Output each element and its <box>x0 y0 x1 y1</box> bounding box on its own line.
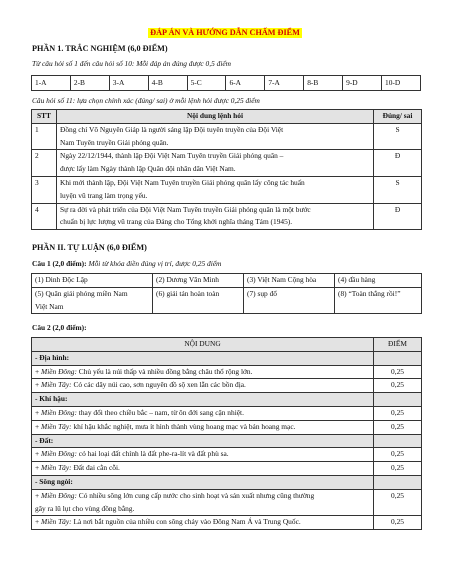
keyword-cell <box>32 287 153 314</box>
content-line <box>35 407 370 420</box>
score-header: ĐIỂM <box>374 338 422 352</box>
keyword-cell <box>244 287 335 314</box>
score-cell: 0,25 <box>374 462 422 476</box>
statement-cell <box>57 123 374 150</box>
keyword-cell: (2) Dương Văn Minh <box>153 274 244 288</box>
stt-header: STT <box>32 110 57 124</box>
part2-heading: PHẦN II. TỰ LUẬN (6,0 ĐIỂM) <box>32 243 147 252</box>
content-line <box>35 490 370 503</box>
content-line <box>35 421 370 434</box>
table-row <box>32 379 422 393</box>
answer-row <box>32 76 421 91</box>
bullet-prefix: + <box>35 366 42 376</box>
stt-cell: 1 <box>32 123 57 150</box>
keyword-line: (5) Quân giải phóng miền Nam <box>35 288 128 298</box>
document-title: ĐÁP ÁN VÀ HƯỚNG DẪN CHẤM ĐIỂM <box>150 28 300 37</box>
statement-line: Nam Tuyên truyền Giải phóng quân. <box>60 137 169 147</box>
table-row <box>32 123 422 150</box>
keyword-cell: (4) đầu hàng <box>335 274 422 288</box>
score-cell: 0,25 <box>374 420 422 434</box>
keyword-cell <box>153 287 244 314</box>
bullet-prefix: + <box>35 463 42 473</box>
table-row <box>32 462 422 476</box>
statement-line: Sự ra đời và phát triển của Đội Việt Nam Tuyên truyền Giải phóng quân là một bước <box>60 204 311 214</box>
section-row <box>32 393 422 407</box>
content-line <box>35 366 370 379</box>
content-cell <box>32 516 374 530</box>
question1-line <box>32 259 221 269</box>
content-text: khí hậu khắc nghiệt, mưa ít hình thành vùng hoang mạc và bán hoang mạc. <box>71 421 296 431</box>
statement-cell <box>57 150 374 177</box>
keyword-line: (7) sụp đổ <box>247 288 277 298</box>
mc-scoring-note: Từ câu hỏi số 1 đến câu hỏi số 10: Mỗi đáp án đúng được 0,5 điểm <box>32 59 232 68</box>
content-line <box>35 379 370 392</box>
keywords-row <box>32 274 422 288</box>
bullet-prefix: + <box>35 490 42 500</box>
answer-cell: 6-A <box>226 76 265 91</box>
content-text: Là nơi bắt nguồn của nhiều con sông chảy vào Đông Nam Á và Trung Quốc. <box>71 517 301 527</box>
score-cell <box>374 393 422 407</box>
statement-line: chuẩn bị lực lượng vũ trang của Đảng cho Tổng khởi nghĩa tháng Tám (1945). <box>60 217 293 227</box>
statement-cell <box>57 176 374 203</box>
statement-line: Ngày 22/12/1944, thành lập Đội Việt Nam Tuyên truyền Giải phóng quân – <box>60 151 284 161</box>
content-line <box>35 516 370 529</box>
content-header: NỘI DUNG <box>32 338 374 352</box>
true-false-header-row <box>32 110 422 124</box>
part1-heading: PHẦN 1. TRẮC NGHIỆM (6,0 ĐIỂM) <box>32 44 168 53</box>
answer-cell: 4-B <box>148 76 187 91</box>
keyword-cell: (3) Việt Nam Cộng hòa <box>244 274 335 288</box>
region-label: Miền Tây: <box>41 380 72 390</box>
score-cell: 0,25 <box>374 379 422 393</box>
true-false-cell: S <box>374 176 422 203</box>
true-false-cell: Đ <box>374 150 422 177</box>
table-row <box>32 420 422 434</box>
content-cell <box>32 462 374 476</box>
section-heading: - Địa hình: <box>32 351 374 365</box>
table-row <box>32 150 422 177</box>
content-cell <box>32 420 374 434</box>
region-label: Miền Đông: <box>41 407 77 417</box>
table-row <box>32 406 422 420</box>
content-header: Nội dung lệnh hỏi <box>57 110 374 124</box>
content-text: Có nhiều sông lớn cung cấp nước cho sinh hoạt và sản xuất nhưng cũng thường <box>76 490 315 500</box>
content-line <box>35 448 370 461</box>
statement-line: Đồng chí Võ Nguyên Giáp là người sáng lập Đội tuyên truyền của Đội Việt <box>60 124 284 134</box>
section-row <box>32 434 422 448</box>
true-false-header: Đúng/ sai <box>374 110 422 124</box>
statement-cell <box>57 203 374 230</box>
content-line <box>35 462 370 475</box>
true-false-cell: S <box>374 123 422 150</box>
answer-cell: 1-A <box>32 76 71 91</box>
bullet-prefix: + <box>35 421 42 431</box>
answer-cell: 5-C <box>187 76 226 91</box>
content-text: gây ra lũ lụt cho vùng đồng bằng. <box>35 503 135 513</box>
content-cell <box>32 489 374 516</box>
question1-label: Câu 1 (2,0 điểm): <box>32 259 87 268</box>
region-label: Miền Tây: <box>41 517 72 527</box>
content-cell <box>32 365 374 379</box>
keyword-line: Việt Nam <box>35 301 64 311</box>
statement-line: được lấy làm Ngày thành lập Quân đội nhân dân Việt Nam. <box>60 164 236 174</box>
score-cell: 0,25 <box>374 516 422 530</box>
score-cell <box>374 434 422 448</box>
answer-cell: 8-B <box>304 76 343 91</box>
keywords-row <box>32 287 422 314</box>
essay-header-row <box>32 338 422 352</box>
true-false-table <box>31 109 422 230</box>
score-cell: 0,25 <box>374 448 422 462</box>
table-row <box>32 448 422 462</box>
stt-cell: 2 <box>32 150 57 177</box>
bullet-prefix: + <box>35 380 42 390</box>
content-text: thay đổi theo chiều bắc – nam, từ ôn đới sang cận nhiệt. <box>76 407 244 417</box>
answer-cell: 7-A <box>265 76 304 91</box>
fill-in-keywords-table <box>31 273 422 314</box>
section-heading: - Khí hậu: <box>32 393 374 407</box>
content-text: có hai loại đất chính là đất phe-ra-lít và đất phù sa. <box>76 449 229 459</box>
bullet-prefix: + <box>35 407 42 417</box>
bullet-prefix: + <box>35 517 42 527</box>
keyword-cell: (1) Dinh Độc Lập <box>32 274 153 288</box>
score-cell: 0,25 <box>374 406 422 420</box>
table-row <box>32 176 422 203</box>
region-label: Miền Đông: <box>41 490 77 500</box>
content-cell <box>32 406 374 420</box>
answer-cell: 9-D <box>343 76 382 91</box>
table-row <box>32 203 422 230</box>
region-label: Miền Tây: <box>41 463 72 473</box>
multiple-choice-answer-table <box>31 75 421 91</box>
answer-cell: 3-A <box>109 76 148 91</box>
bullet-prefix: + <box>35 449 42 459</box>
true-false-scoring-note: Câu hỏi số 11: lựa chọn chính xác (đúng/ sai) ở mỗi lệnh hỏi được 0,25 điểm <box>32 96 260 105</box>
stt-cell: 4 <box>32 203 57 230</box>
keyword-cell <box>335 287 422 314</box>
section-heading: - Đất: <box>32 434 374 448</box>
content-cell <box>32 448 374 462</box>
region-label: Miền Đông: <box>41 449 77 459</box>
region-label: Miền Tây: <box>41 421 72 431</box>
score-cell <box>374 351 422 365</box>
region-label: Miền Đông: <box>41 366 77 376</box>
content-text: Đất đai cằn cỗi. <box>71 463 120 473</box>
statement-line: Khi mới thành lập, Đội Việt Nam Tuyên truyền Giải phóng quân lấy công tác huấn <box>60 177 305 187</box>
essay-scoring-table <box>31 337 422 530</box>
section-row <box>32 475 422 489</box>
answer-cell: 10-D <box>382 76 421 91</box>
statement-line: luyện vũ trang làm trọng yếu. <box>60 190 148 200</box>
stt-cell: 3 <box>32 176 57 203</box>
question1-scoring-note: Mỗi từ khóa điền đúng vị trí, được 0,25 điểm <box>86 259 222 268</box>
content-text: Chủ yếu là núi thấp và nhiều đồng bằng châu thổ rộng lớn. <box>76 366 253 376</box>
score-cell <box>374 475 422 489</box>
keyword-line: (8) “Toàn thắng rồi!” <box>338 288 401 298</box>
content-line <box>35 503 370 516</box>
score-cell: 0,25 <box>374 365 422 379</box>
content-cell <box>32 379 374 393</box>
table-row <box>32 365 422 379</box>
content-text: Có các dãy núi cao, sơn nguyên đồ sộ xen lẫn các bồn địa. <box>71 380 246 390</box>
table-row <box>32 516 422 530</box>
section-row <box>32 351 422 365</box>
section-heading: - Sông ngòi: <box>32 475 374 489</box>
answer-cell: 2-B <box>70 76 109 91</box>
score-cell: 0,25 <box>374 489 422 516</box>
table-row <box>32 489 422 516</box>
keyword-line: (6) giải tán hoàn toàn <box>156 288 220 298</box>
question2-label: Câu 2 (2,0 điểm): <box>32 323 87 332</box>
true-false-cell: Đ <box>374 203 422 230</box>
